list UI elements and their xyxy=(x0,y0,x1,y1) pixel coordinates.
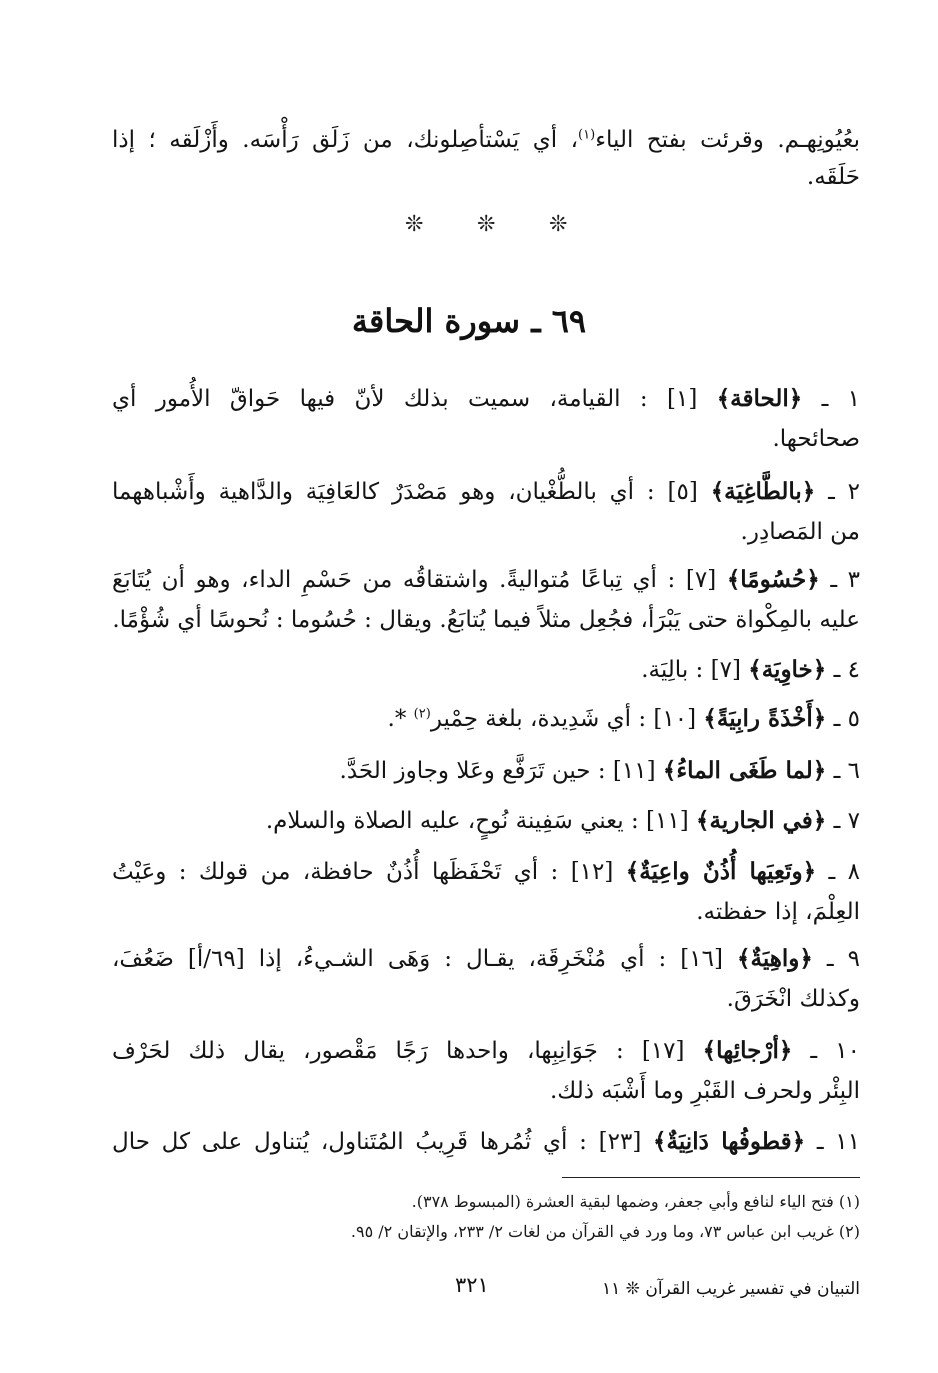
entry-line: عليه بالمِكْواة حتى يَبْرَأ، فجُعِل مثلاً فيما يُتابَعُ. ويقال : حُسُوما : نُحوسًا أي شُؤْمًا. xyxy=(112,607,860,633)
entry-text: : أي مُنْخَرِقَة، يقـال : وَهَى الشـيءُ، إذا [٦٩/أ] ضَعُفَ، xyxy=(112,946,667,972)
entry-ref: [٧] xyxy=(685,567,717,593)
section-separator xyxy=(0,212,938,244)
entry-number: ١١ ـ xyxy=(816,1129,860,1155)
entry-number: ٨ ـ xyxy=(828,859,861,885)
entry-text: : بالِيَة. xyxy=(641,657,704,683)
entry-text: : حين تَرَفَّع وعَلا وجاوز الحَدَّ. xyxy=(339,758,606,784)
entry-text: *. xyxy=(387,706,407,732)
body-line: حَلَقَه. xyxy=(806,164,860,190)
entry-ref: [١١] xyxy=(646,808,689,834)
entry-keyword: ﴿قطوفُها دَانِيَةٌ﴾ xyxy=(653,1128,806,1155)
entry-keyword: ﴿حُسُومًا﴾ xyxy=(726,566,820,593)
entry-keyword: ﴿أرْجائِها﴾ xyxy=(702,1037,793,1064)
entry-text: : يعني سَفِينة نُوحٍ، عليه الصلاة والسلام. xyxy=(265,808,639,834)
entry-text: : أي تَحْفَظَها أُذُنٌ حافظة، من قولك : وعَيْتُ xyxy=(112,859,559,885)
entry-keyword: ﴿وتَعِيَها أُذُنٌ واعِيَةٌ﴾ xyxy=(625,858,817,885)
entry-text: : أي بالطُّغْيان، وهو مَصْدَرٌ كالعَافِيَة والدَّاهية وأَشْباههما xyxy=(112,479,655,505)
entry-line xyxy=(112,1125,860,1159)
footnote-ref[interactable]: (١) xyxy=(578,127,596,143)
entry-ref: [١٦] xyxy=(680,946,723,972)
footnote xyxy=(351,1220,860,1244)
entry-line: البِئْر ولحرف القَبْرِ وما أَشْبَه ذلك. xyxy=(550,1078,860,1104)
footnote xyxy=(412,1190,860,1214)
entry-keyword: ﴿واهِيَةٌ﴾ xyxy=(737,945,813,972)
entry-text: : أي ثُمُرها قَرِيبُ المُتَناول، يُتناول على كل حال xyxy=(112,1129,587,1155)
entry-line xyxy=(112,475,860,509)
entry-ref: [٧] xyxy=(710,657,741,683)
entry-line: صحائحها. xyxy=(772,426,860,452)
star-ornament-icon: ❊ xyxy=(477,212,496,237)
footnote-mark: (١) xyxy=(838,1192,860,1211)
entry-line xyxy=(112,942,860,976)
entry-ref: [١٧] xyxy=(641,1038,685,1064)
entry-line xyxy=(266,804,860,838)
entry-line xyxy=(112,855,860,889)
star-ornament-icon: ❊ xyxy=(549,212,568,237)
entry-ref: [٥] xyxy=(667,479,698,505)
entry-text: : جَوَانِبِها، واحدها رَجًا مَقْصور، يقال ذلك لحَرْف xyxy=(112,1038,624,1064)
star-ornament-icon: ❊ xyxy=(405,212,424,237)
entry-ref: [٢٣] xyxy=(598,1129,642,1155)
entry-ref: [١٠] xyxy=(653,706,697,732)
entry-ref: [١] xyxy=(667,386,698,412)
page-number: ٣٢١ xyxy=(455,1273,489,1297)
text-segment: ، أي يَسْتأصِلونك، من زَلَق رَأْسَه. وأَزْلَقه ؛ إذا xyxy=(112,127,579,153)
footnote-ref[interactable]: (٢) xyxy=(413,706,431,722)
entry-number: ٥ ـ xyxy=(833,706,860,732)
entry-ref: [١١] xyxy=(612,758,656,784)
entry-line xyxy=(112,382,860,416)
entry-keyword: ﴿في الجارية﴾ xyxy=(696,807,827,834)
entry-number: ٧ ـ xyxy=(833,808,860,834)
entry-text: : أي تِباعًا مُتواليةً. واشتقاقُه من حَسْمِ الداء، وهو أن يُتَابَعَ xyxy=(112,567,676,593)
entry-keyword: ﴿أَخْذَةً رابِيَةً﴾ xyxy=(703,705,827,732)
entry-line: من المَصادِر. xyxy=(740,519,860,545)
text-segment: بعُيُونِهـم. وقرئت بفتح الياء xyxy=(595,127,861,153)
entry-line xyxy=(340,754,860,788)
entry-keyword: ﴿خاوِيَة﴾ xyxy=(748,656,827,683)
entry-line xyxy=(388,702,860,736)
entry-line: وكذلك انْخَرَقَ. xyxy=(726,986,860,1012)
entry-text: : القيامة، سميت بذلك لأنّ فيها حَواقّ الأُمور أي xyxy=(112,386,648,412)
footnote-mark: (٢) xyxy=(838,1222,860,1241)
entry-keyword: ﴿لما طَغَى الماءُ﴾ xyxy=(662,757,827,784)
footnote-text: فتح الياء لنافع وأبي جعفر، وضمها لبقية العشرة (المبسوط ٣٧٨). xyxy=(411,1192,834,1211)
entry-number: ٤ ـ xyxy=(833,657,860,683)
running-head: التبيان في تفسير غريب القرآن ❊ ١١ xyxy=(602,1279,860,1299)
footnote-divider xyxy=(562,1177,860,1178)
entry-number: ١ ـ xyxy=(821,386,861,412)
entry-text: : أي شَدِيدة، بلغة حِمْير xyxy=(430,706,647,732)
surah-heading: ٦٩ ـ سورة الحاقة xyxy=(351,302,587,340)
body-line xyxy=(112,123,860,157)
entry-number: ٦ ـ xyxy=(833,758,860,784)
entry-number: ٢ ـ xyxy=(828,479,861,505)
entry-keyword: ﴿الحاقة﴾ xyxy=(716,385,803,412)
entry-ref: [١٢] xyxy=(570,859,614,885)
footnote-text: غريب ابن عباس ٧٣، وما ورد في القرآن من لغات ٢/ ٢٣٣، والإتقان ٢/ ٩٥. xyxy=(350,1222,834,1241)
entry-number: ٩ ـ xyxy=(826,946,861,972)
entry-line: العِلْمَ، إذا حفظته. xyxy=(696,899,860,925)
entry-line xyxy=(112,1034,860,1068)
entry-line xyxy=(112,563,860,597)
entry-keyword: ﴿بالطَّاغِيَة﴾ xyxy=(710,478,816,505)
entry-number: ٣ ـ xyxy=(830,567,861,593)
entry-line xyxy=(641,653,860,687)
entry-number: ١٠ ـ xyxy=(810,1038,860,1064)
